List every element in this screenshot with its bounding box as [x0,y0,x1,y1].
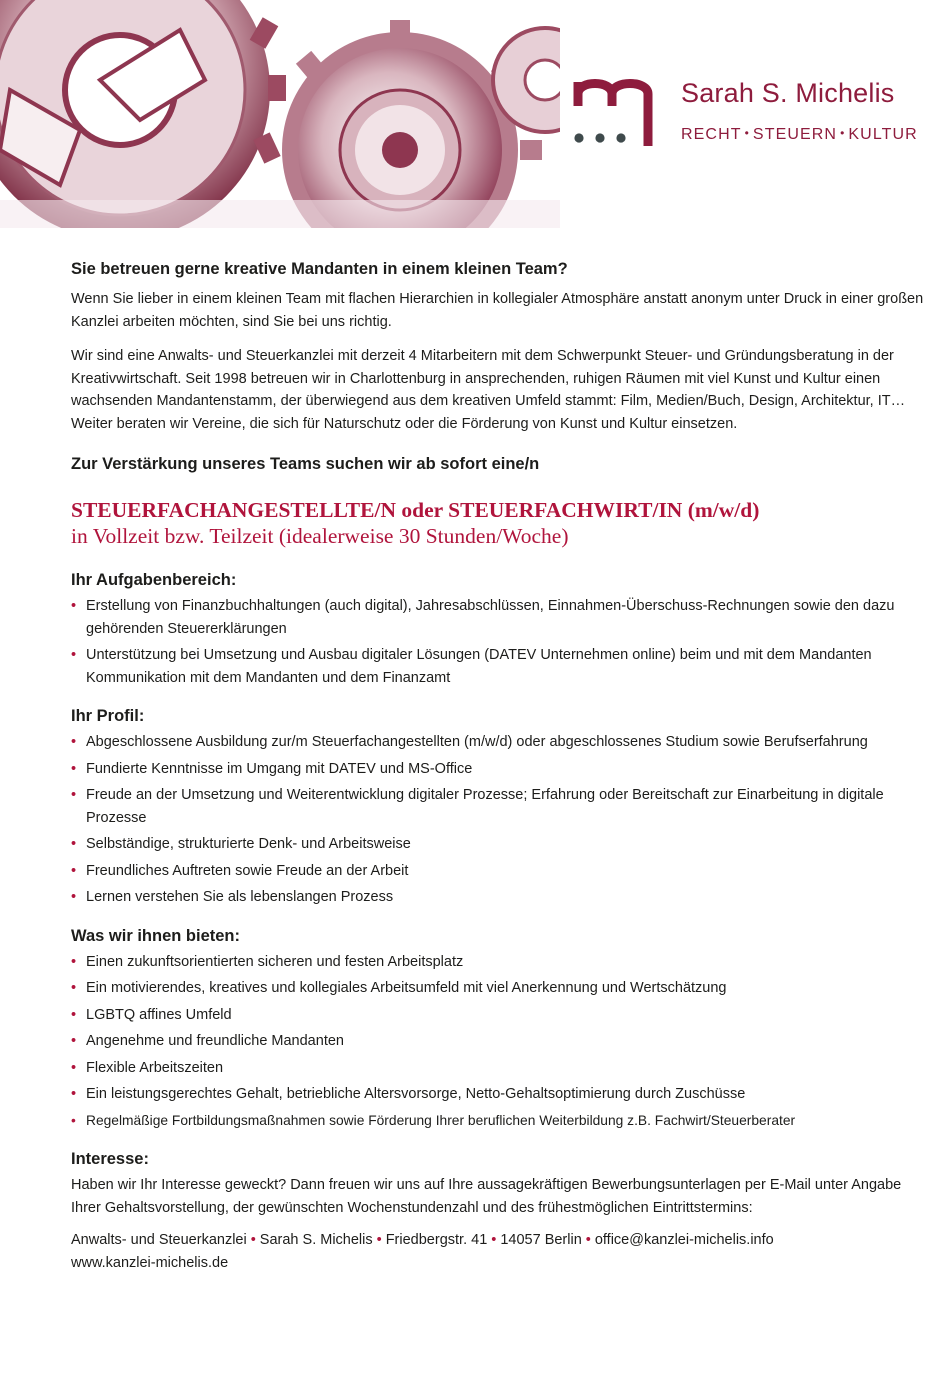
list-item [71,731,926,754]
tagline-steuern: STEUERN [752,126,838,143]
tagline-separator: • [744,126,750,140]
bullet-icon: • [71,862,77,879]
bullet-icon: • [71,760,77,777]
tagline-kultur: KULTUR [848,126,918,143]
contact-street: Friedbergstr. 41 [385,1232,488,1248]
job-subtitle: in Vollzeit bzw. Teilzeit (idealerweise 30 Stunden/Woche) [71,524,569,548]
intro-paragraph-2: Wir sind eine Anwalts- und Steuerkanzlei mit derzeit 4 Mitarbeitern mit dem Schwerpunkt Steuer- und Gründungsberatung in der Kreativwirtschaft. Seit 1998 betreuen wir in Charlottenburg in ansprechenden, ruhigen Räumen mit viel Kunst und Kultur einen wachsenden Mandantenstamm, der überwiegend aus dem kreativen Umfeld stammt: Film, Medien/Buch, Design, Architektur, IT… [71,348,906,409]
list-item-text: Regelmäßige Fortbildungsmaßnahmen sowie Förderung Ihrer beruflichen Weiterbildung z.B. Fachwirt/Steuerberater [86,1112,796,1128]
search-heading: Zur Verstärkung unseres Teams suchen wir ab sofort eine/n [71,455,540,473]
profile-list [71,731,926,909]
intro-paragraph-3: Weiter beraten wir Vereine, die sich für Naturschutz oder die Förderung von Kunst und Kultur einsetzen. [71,415,738,432]
list-item-text: Lernen verstehen Sie als lebenslangen Prozess [86,889,394,905]
contact-firm: Anwalts- und Steuerkanzlei [71,1232,247,1248]
separator-dot: • [585,1232,591,1248]
tasks-list [71,595,926,689]
list-item [71,1083,926,1106]
interest-heading: Interesse: [71,1150,149,1168]
bullet-icon: • [71,836,77,852]
list-item-text: Angenehme und freundliche Mandanten [86,1033,344,1049]
profile-heading: Ihr Profil: [71,707,145,725]
job-posting [71,258,926,1274]
list-item [71,1004,926,1027]
list-item-text: Erstellung von Finanzbuchhaltungen (auch digital), Jahresabschlüssen, Einnahmen-Überschuss-Rechnungen sowie den dazu gehörenden Steuererklärungen [86,598,895,637]
header [0,0,930,228]
list-item-text: Selbständige, strukturierte Denk- und Arbeitsweise [86,836,411,852]
tagline-recht: RECHT [681,126,742,143]
bullet-icon: • [71,1006,77,1023]
list-item [71,595,926,640]
job-title: STEUERFACHANGESTELLTE/N oder STEUERFACHWIRT/IN (m/w/d) [71,498,760,522]
bullet-icon: • [71,980,77,996]
logo-m-icon [572,76,664,148]
list-item [71,977,926,1000]
list-item [71,644,926,689]
list-item-text: Freude an der Umsetzung und Weiterentwicklung digitaler Prozesse; Erfahrung oder Bereitschaft zur Einarbeitung in digitale Prozesse [86,787,884,826]
separator-dot: • [491,1232,497,1248]
contact-email-link[interactable]: office@kanzlei-michelis.info [594,1232,774,1248]
brand-name: Sarah S. Michelis [681,78,895,108]
list-item-text: Ein motivierendes, kreatives und kollegiales Arbeitsumfeld mit viel Anerkennung und Wertschätzung [86,980,727,996]
bullet-icon: • [71,953,77,970]
bullet-icon: • [71,1059,77,1076]
list-item-text: Fundierte Kenntnisse im Umgang mit DATEV und MS-Office [86,760,473,777]
company-logo [572,72,930,152]
list-item [71,886,926,909]
intro-paragraph-1: Wenn Sie lieber in einem kleinen Team mit flachen Hierarchien in kollegialer Atmosphäre anstatt anonym unter Druck in einer großen Kanzlei arbeiten möchten, sind Sie bei uns richtig. [71,291,924,330]
offer-list [71,951,926,1133]
list-item [71,1030,926,1053]
list-item-text: LGBTQ affines Umfeld [86,1006,232,1023]
contact-city: 14057 Berlin [500,1232,582,1248]
bullet-icon: • [71,598,77,614]
tasks-heading: Ihr Aufgabenbereich: [71,571,237,589]
bullet-icon: • [71,787,77,803]
list-item [71,1110,926,1133]
bullet-icon: • [71,1086,77,1102]
list-item [71,784,926,829]
list-item [71,951,926,974]
list-item-text: Einen zukunftsorientierten sicheren und festen Arbeitsplatz [86,953,464,970]
website-link[interactable]: www.kanzlei-michelis.de [71,1254,229,1271]
bullet-icon: • [71,734,77,750]
list-item-text: Flexible Arbeitszeiten [86,1059,224,1076]
separator-dot: • [250,1232,256,1248]
offer-heading: Was wir ihnen bieten: [71,926,240,945]
list-item [71,860,926,883]
list-item-text: Freundliches Auftreten sowie Freude an der Arbeit [86,862,409,879]
bullet-icon: • [71,889,77,905]
separator-dot: • [376,1232,382,1248]
interest-text: Haben wir Ihr Interesse geweckt? Dann freuen wir uns auf Ihre aussagekräftigen Bewerbungsunterlagen per E-Mail unter Angabe Ihrer Gehaltsvorstellung, der gewünschten Wochenstundenzahl und des frühestmöglichen Eintrittstermins: [71,1177,902,1216]
list-item [71,758,926,781]
list-item-text: Ein leistungsgerechtes Gehalt, betriebliche Altersvorsorge, Netto-Gehaltsoptimierung durch Zuschüsse [86,1086,746,1102]
tagline-separator: • [840,126,846,140]
contact-line [71,1229,926,1252]
list-item-text: Abgeschlossene Ausbildung zur/m Steuerfachangestellten (m/w/d) oder abgeschlossenes Studium sowie Berufserfahrung [86,734,868,750]
brand-tagline [681,126,918,144]
contact-name: Sarah S. Michelis [259,1232,373,1248]
bullet-icon: • [71,647,77,663]
list-item [71,1057,926,1080]
bullet-icon: • [71,1112,76,1128]
bullet-icon: • [71,1033,77,1049]
list-item [71,833,926,856]
gears-illustration [0,0,560,228]
intro-heading: Sie betreuen gerne kreative Mandanten in einem kleinen Team? [71,260,568,278]
list-item-text: Unterstützung bei Umsetzung und Ausbau digitaler Lösungen (DATEV Unternehmen online) beim und mit dem Mandanten Kommunikation mit dem Mandanten und dem Finanzamt [86,647,872,686]
